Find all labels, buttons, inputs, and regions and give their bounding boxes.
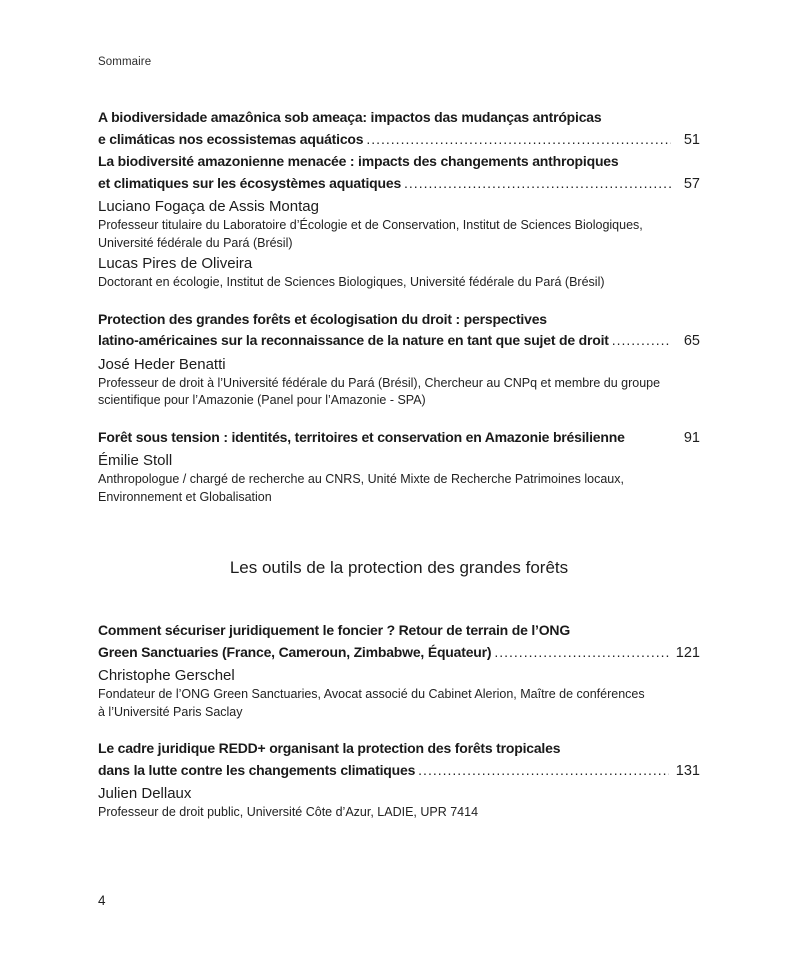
author-affiliation-line: Université fédérale du Pará (Brésil): [98, 235, 293, 250]
entry-title-text: e climáticas nos ecossistemas aquáticos: [98, 130, 364, 147]
entry-title-line: [98, 107, 700, 129]
dot-leader: [494, 642, 668, 664]
dot-leader: [612, 330, 671, 352]
author-name: Lucas Pires de Oliveira: [98, 255, 253, 272]
running-header: Sommaire: [98, 56, 152, 68]
entry-title-line: [98, 330, 700, 353]
dot-leader: [418, 760, 669, 782]
author-affiliation-line: Professeur titulaire du Laboratoire d’Écologie et de Conservation, Institut de Sciences Biologiques,: [98, 218, 643, 232]
page-number: 4: [98, 893, 106, 908]
entry-title-text: Le cadre juridique REDD+ organisant la protection des forêts tropicales: [98, 740, 561, 756]
entry-title-text: latino-américaines sur la reconnaissance de la nature en tant que sujet de droit: [98, 332, 609, 348]
entry-title-line: [98, 427, 700, 450]
author-affiliation-line: Environnement et Globalisation: [98, 489, 272, 504]
toc-content: [98, 107, 700, 839]
page-ref: 121: [675, 644, 700, 661]
entry-title-line: [98, 309, 700, 331]
toc-entry: [98, 107, 700, 292]
page-ref: 131: [675, 762, 700, 779]
author-name: Julien Dellaux: [98, 785, 192, 802]
toc-entry: [98, 738, 700, 822]
entry-title-line: [98, 151, 700, 173]
author-name: Émilie Stoll: [98, 452, 173, 469]
entry-title-line: [98, 760, 700, 783]
entry-title-text: La biodiversité amazonienne menacée : impacts des changements anthropiques: [98, 153, 619, 169]
author-affiliation-line: Fondateur de l’ONG Green Sanctuaries, Avocat associé du Cabinet Alerion, Maître de conférences: [98, 687, 645, 701]
page-ref: 91: [683, 429, 700, 446]
entry-title-line: [98, 738, 700, 760]
author-name: Luciano Fogaça de Assis Montag: [98, 198, 319, 215]
toc-entry: [98, 427, 700, 507]
page-ref: 57: [683, 175, 700, 192]
entry-title-line: [98, 642, 700, 665]
dot-leader: [366, 129, 671, 151]
author-affiliation-line: Doctorant en écologie, Institut de Sciences Biologiques, Université fédérale du Pará (Brésil): [98, 275, 605, 289]
author-affiliation-line: Professeur de droit à l’Université fédérale du Pará (Brésil), Chercheur au CNPq et membre du groupe: [98, 375, 661, 390]
entry-title-line: [98, 129, 700, 152]
author-name: José Heder Benatti: [98, 355, 226, 373]
page-ref: 51: [683, 131, 700, 148]
author-affiliation-line: Professeur de droit public, Université Côte d’Azur, LADIE, UPR 7414: [98, 805, 479, 819]
toc-entry: [98, 620, 700, 721]
page-ref: 65: [683, 333, 700, 349]
entry-title-text: dans la lutte contre les changements climatiques: [98, 761, 416, 778]
author-affiliation-line: à l’Université Paris Saclay: [98, 704, 243, 719]
entry-title-text: Protection des grandes forêts et écologisation du droit : perspectives: [98, 310, 547, 327]
author-affiliation-line: scientifique pour l’Amazonie (Panel pour l’Amazonie - SPA): [98, 393, 426, 407]
author-name: Christophe Gerschel: [98, 667, 235, 684]
entry-title-line: [98, 173, 700, 196]
dot-leader: [404, 173, 671, 195]
entry-title-line: [98, 620, 700, 642]
section-heading: Les outils de la protection des grandes forêts: [229, 558, 569, 577]
entry-title-text: Comment sécuriser juridiquement le foncier ? Retour de terrain de l’ONG: [98, 622, 571, 638]
entry-title-text: Green Sanctuaries (France, Cameroun, Zimbabwe, Équateur): [98, 643, 492, 660]
entry-title-text: Forêt sous tension : identités, territoires et conservation en Amazonie brésilienne: [98, 428, 625, 445]
author-affiliation-line: Anthropologue / chargé de recherche au CNRS, Unité Mixte de Recherche Patrimoines locaux,: [98, 472, 624, 486]
entry-title-text: A biodiversidade amazônica sob ameaça: impactos das mudanças antrópicas: [98, 109, 602, 125]
entry-title-text: et climatiques sur les écosystèmes aquatiques: [98, 174, 402, 191]
toc-entry: [98, 309, 700, 410]
